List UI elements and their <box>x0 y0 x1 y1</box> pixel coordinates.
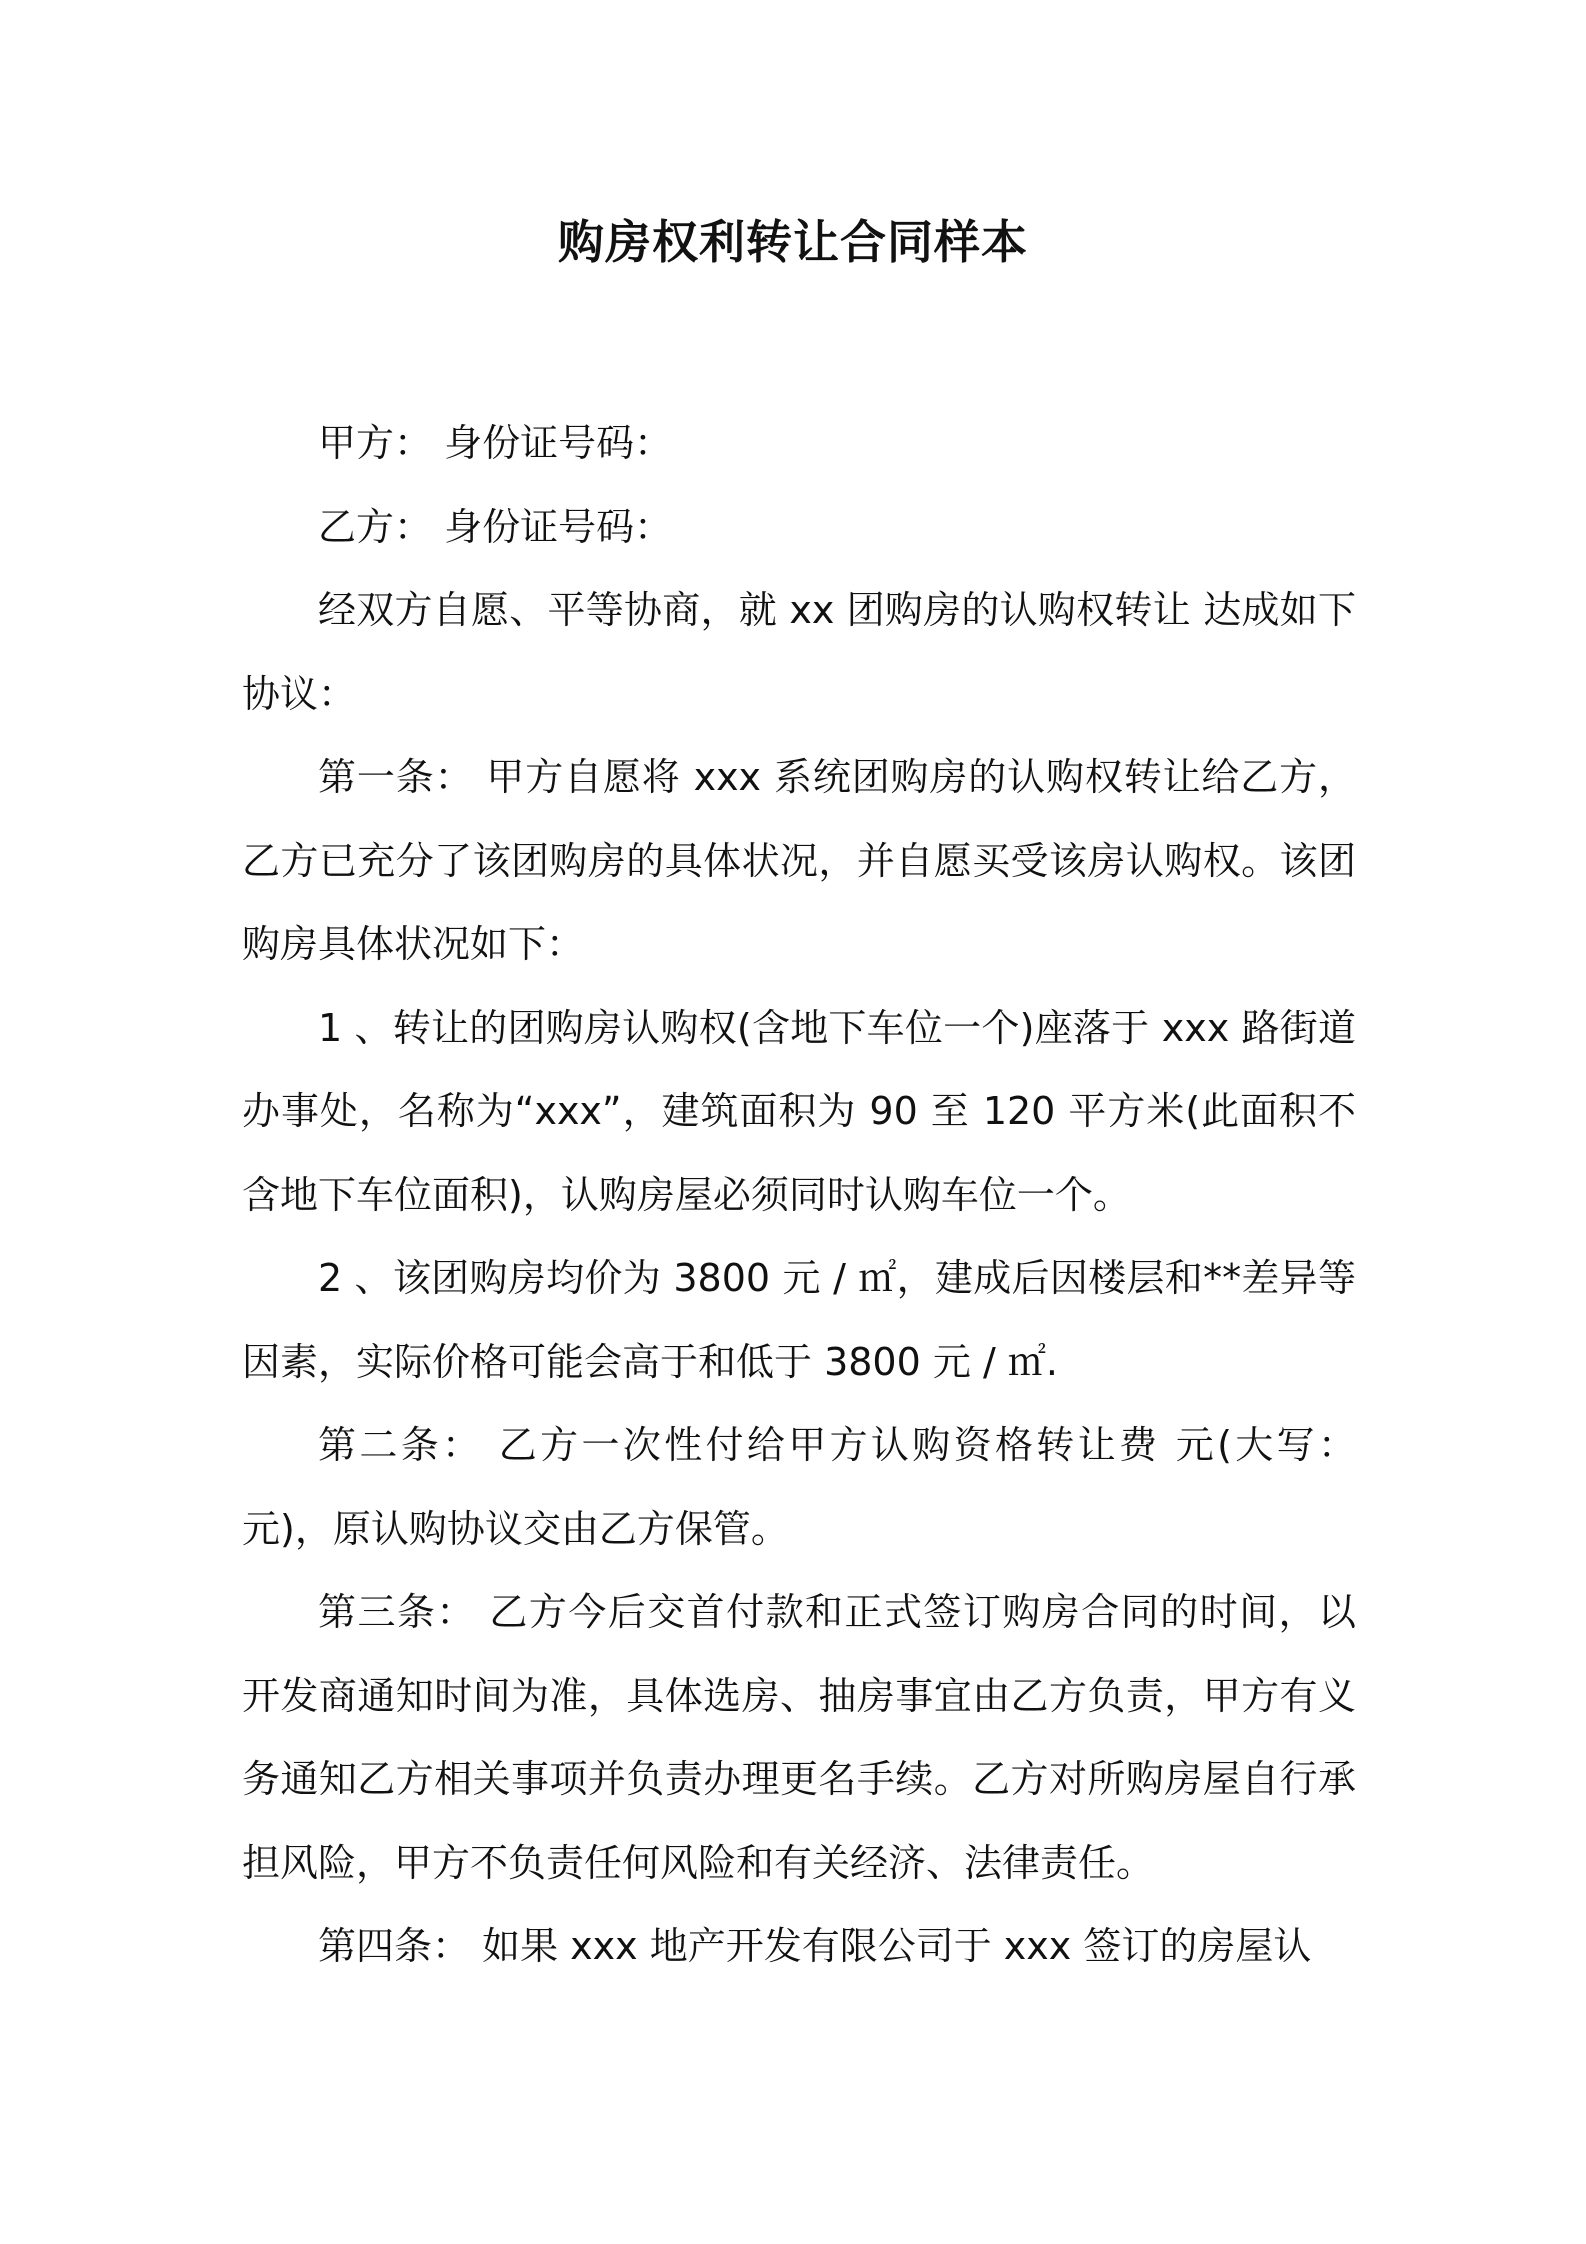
document-body <box>242 402 1356 1989</box>
article-2-paragraph: 第二条： 乙方一次性付给甲方认购资格转让费 元(大写：元)，原认购协议交由乙方保管。 <box>242 1423 1356 1551</box>
preamble-paragraph: 经双方自愿、平等协商，就 xx 团购房的认购权转让 达成如下协议： <box>242 588 1356 716</box>
party-a-line: 甲方： 身份证号码： <box>318 421 673 465</box>
article-1-paragraph: 第一条： 甲方自愿将 xxx 系统团购房的认购权转让给乙方，乙方已充分了该团购房的具体状况，并自愿买受该房认购权。该团购房具体状况如下： <box>242 755 1356 966</box>
article-1-item-2: 2 、该团购房均价为 3800 元 / ㎡，建成后因楼层和**差异等因素，实际价格可能会高于和低于 3800 元 / ㎡. <box>242 1256 1356 1384</box>
article-1-item-1: 1 、转让的团购房认购权(含地下车位一个)座落于 xxx 路街道办事处，名称为“xxx”，建筑面积为 90 至 120 平方米(此面积不含地下车位面积)，认购房屋必须同时认购车位一个。 <box>242 1005 1356 1217</box>
party-b-line: 乙方： 身份证号码： <box>318 504 673 549</box>
article-3-paragraph: 第三条： 乙方今后交首付款和正式签订购房合同的时间，以开发商通知时间为准，具体选房、抽房事宜由乙方负责，甲方有义务通知乙方相关事项并负责办理更名手续。乙方对所购房屋自行承担风险，甲方不负责任何风险和有关经济、法律责任。 <box>242 1590 1356 1885</box>
article-4-paragraph: 第四条： 如果 xxx 地产开发有限公司于 xxx 签订的房屋认 <box>318 1924 1312 1968</box>
document-title: 购房权利转让合同样本 <box>558 215 1028 269</box>
